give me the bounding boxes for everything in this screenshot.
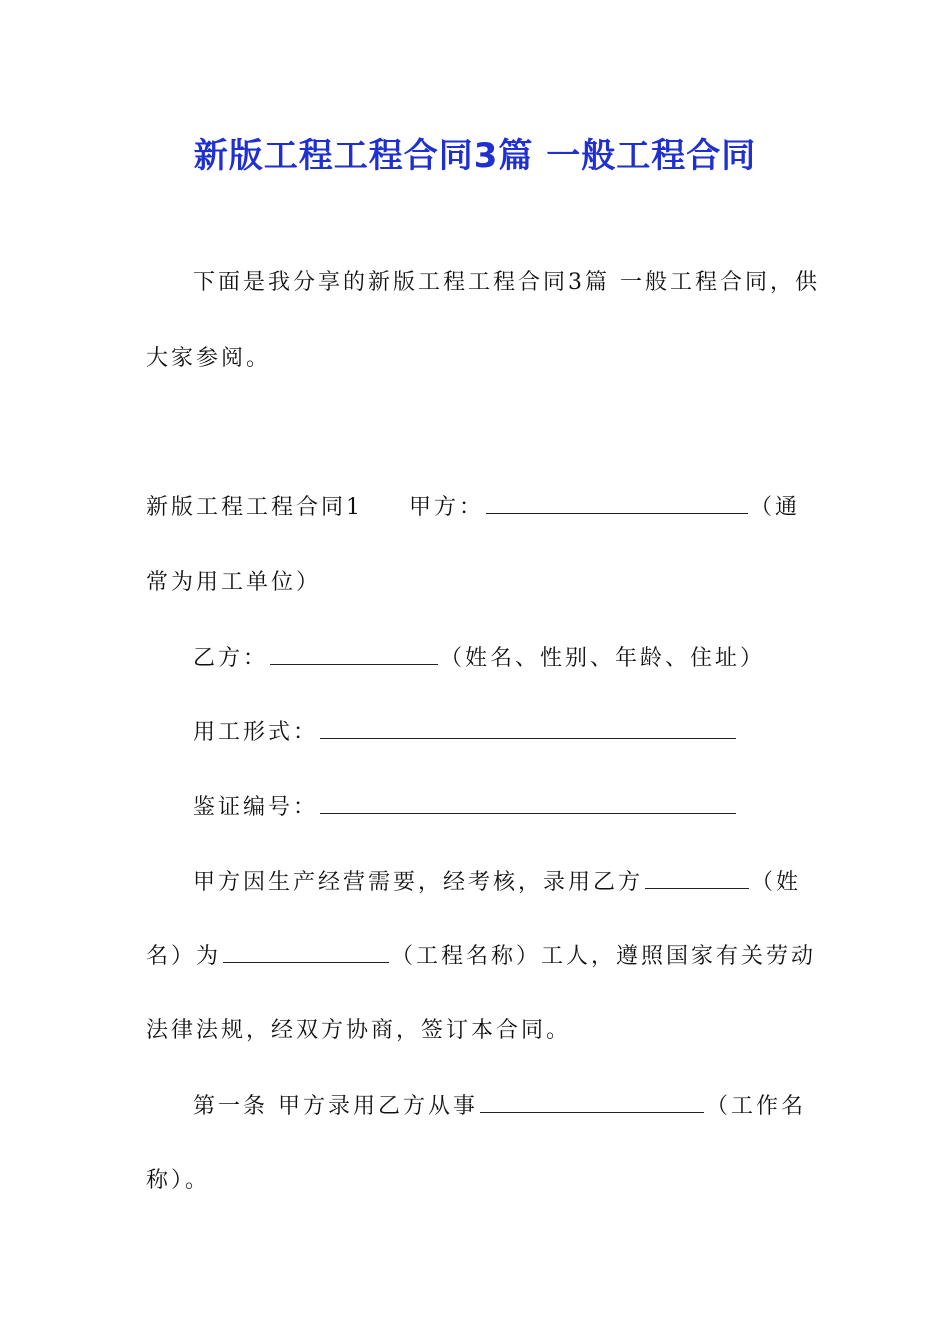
para1-text-d: （工程名称）工人，遵照国家有关劳动 bbox=[391, 944, 817, 969]
article1-line-1 bbox=[193, 1092, 806, 1122]
job-title-blank bbox=[480, 1092, 704, 1113]
para1-text-c: 名）为 bbox=[146, 944, 222, 969]
party-b-label: 乙方： bbox=[193, 646, 269, 671]
employment-form-label: 用工形式： bbox=[193, 720, 319, 745]
party-b-blank bbox=[270, 644, 438, 665]
article1-line-2: 称）。 bbox=[146, 1168, 211, 1193]
employee-name-blank bbox=[645, 868, 749, 889]
party-a-blank bbox=[486, 493, 748, 514]
para1-line-1 bbox=[193, 868, 801, 898]
party-b-row bbox=[193, 644, 765, 674]
para1-text-b: （姓 bbox=[751, 870, 802, 895]
contract-heading: 新版工程工程合同1 bbox=[146, 495, 363, 520]
article1-text-b: （工作名 bbox=[706, 1094, 807, 1119]
employment-form-blank bbox=[320, 718, 736, 739]
party-a-note-start: （通 bbox=[750, 495, 801, 520]
article1-text-a: 第一条 甲方录用乙方从事 bbox=[193, 1094, 478, 1119]
project-name-blank bbox=[223, 942, 389, 963]
para1-line-2 bbox=[146, 942, 816, 972]
intro-line-2: 大家参阅。 bbox=[146, 346, 272, 371]
contract-heading-row bbox=[146, 493, 800, 523]
document-title: 新版工程工程合同3篇 一般工程合同 bbox=[193, 136, 757, 176]
cert-no-label: 鉴证编号： bbox=[193, 795, 319, 820]
party-a-note-line: 常为用工单位） bbox=[146, 570, 322, 595]
cert-no-blank bbox=[320, 793, 736, 814]
cert-no-row bbox=[193, 793, 738, 823]
party-b-note: （姓名、性别、年龄、住址） bbox=[440, 646, 766, 671]
para1-line-3: 法律法规，经双方协商，签订本合同。 bbox=[146, 1018, 572, 1043]
intro-line-1: 下面是我分享的新版工程工程合同3篇 一般工程合同，供 bbox=[193, 270, 820, 295]
para1-text-a: 甲方因生产经营需要，经考核，录用乙方 bbox=[193, 870, 644, 895]
party-a-label: 甲方： bbox=[409, 495, 485, 520]
employment-form-row bbox=[193, 718, 738, 748]
